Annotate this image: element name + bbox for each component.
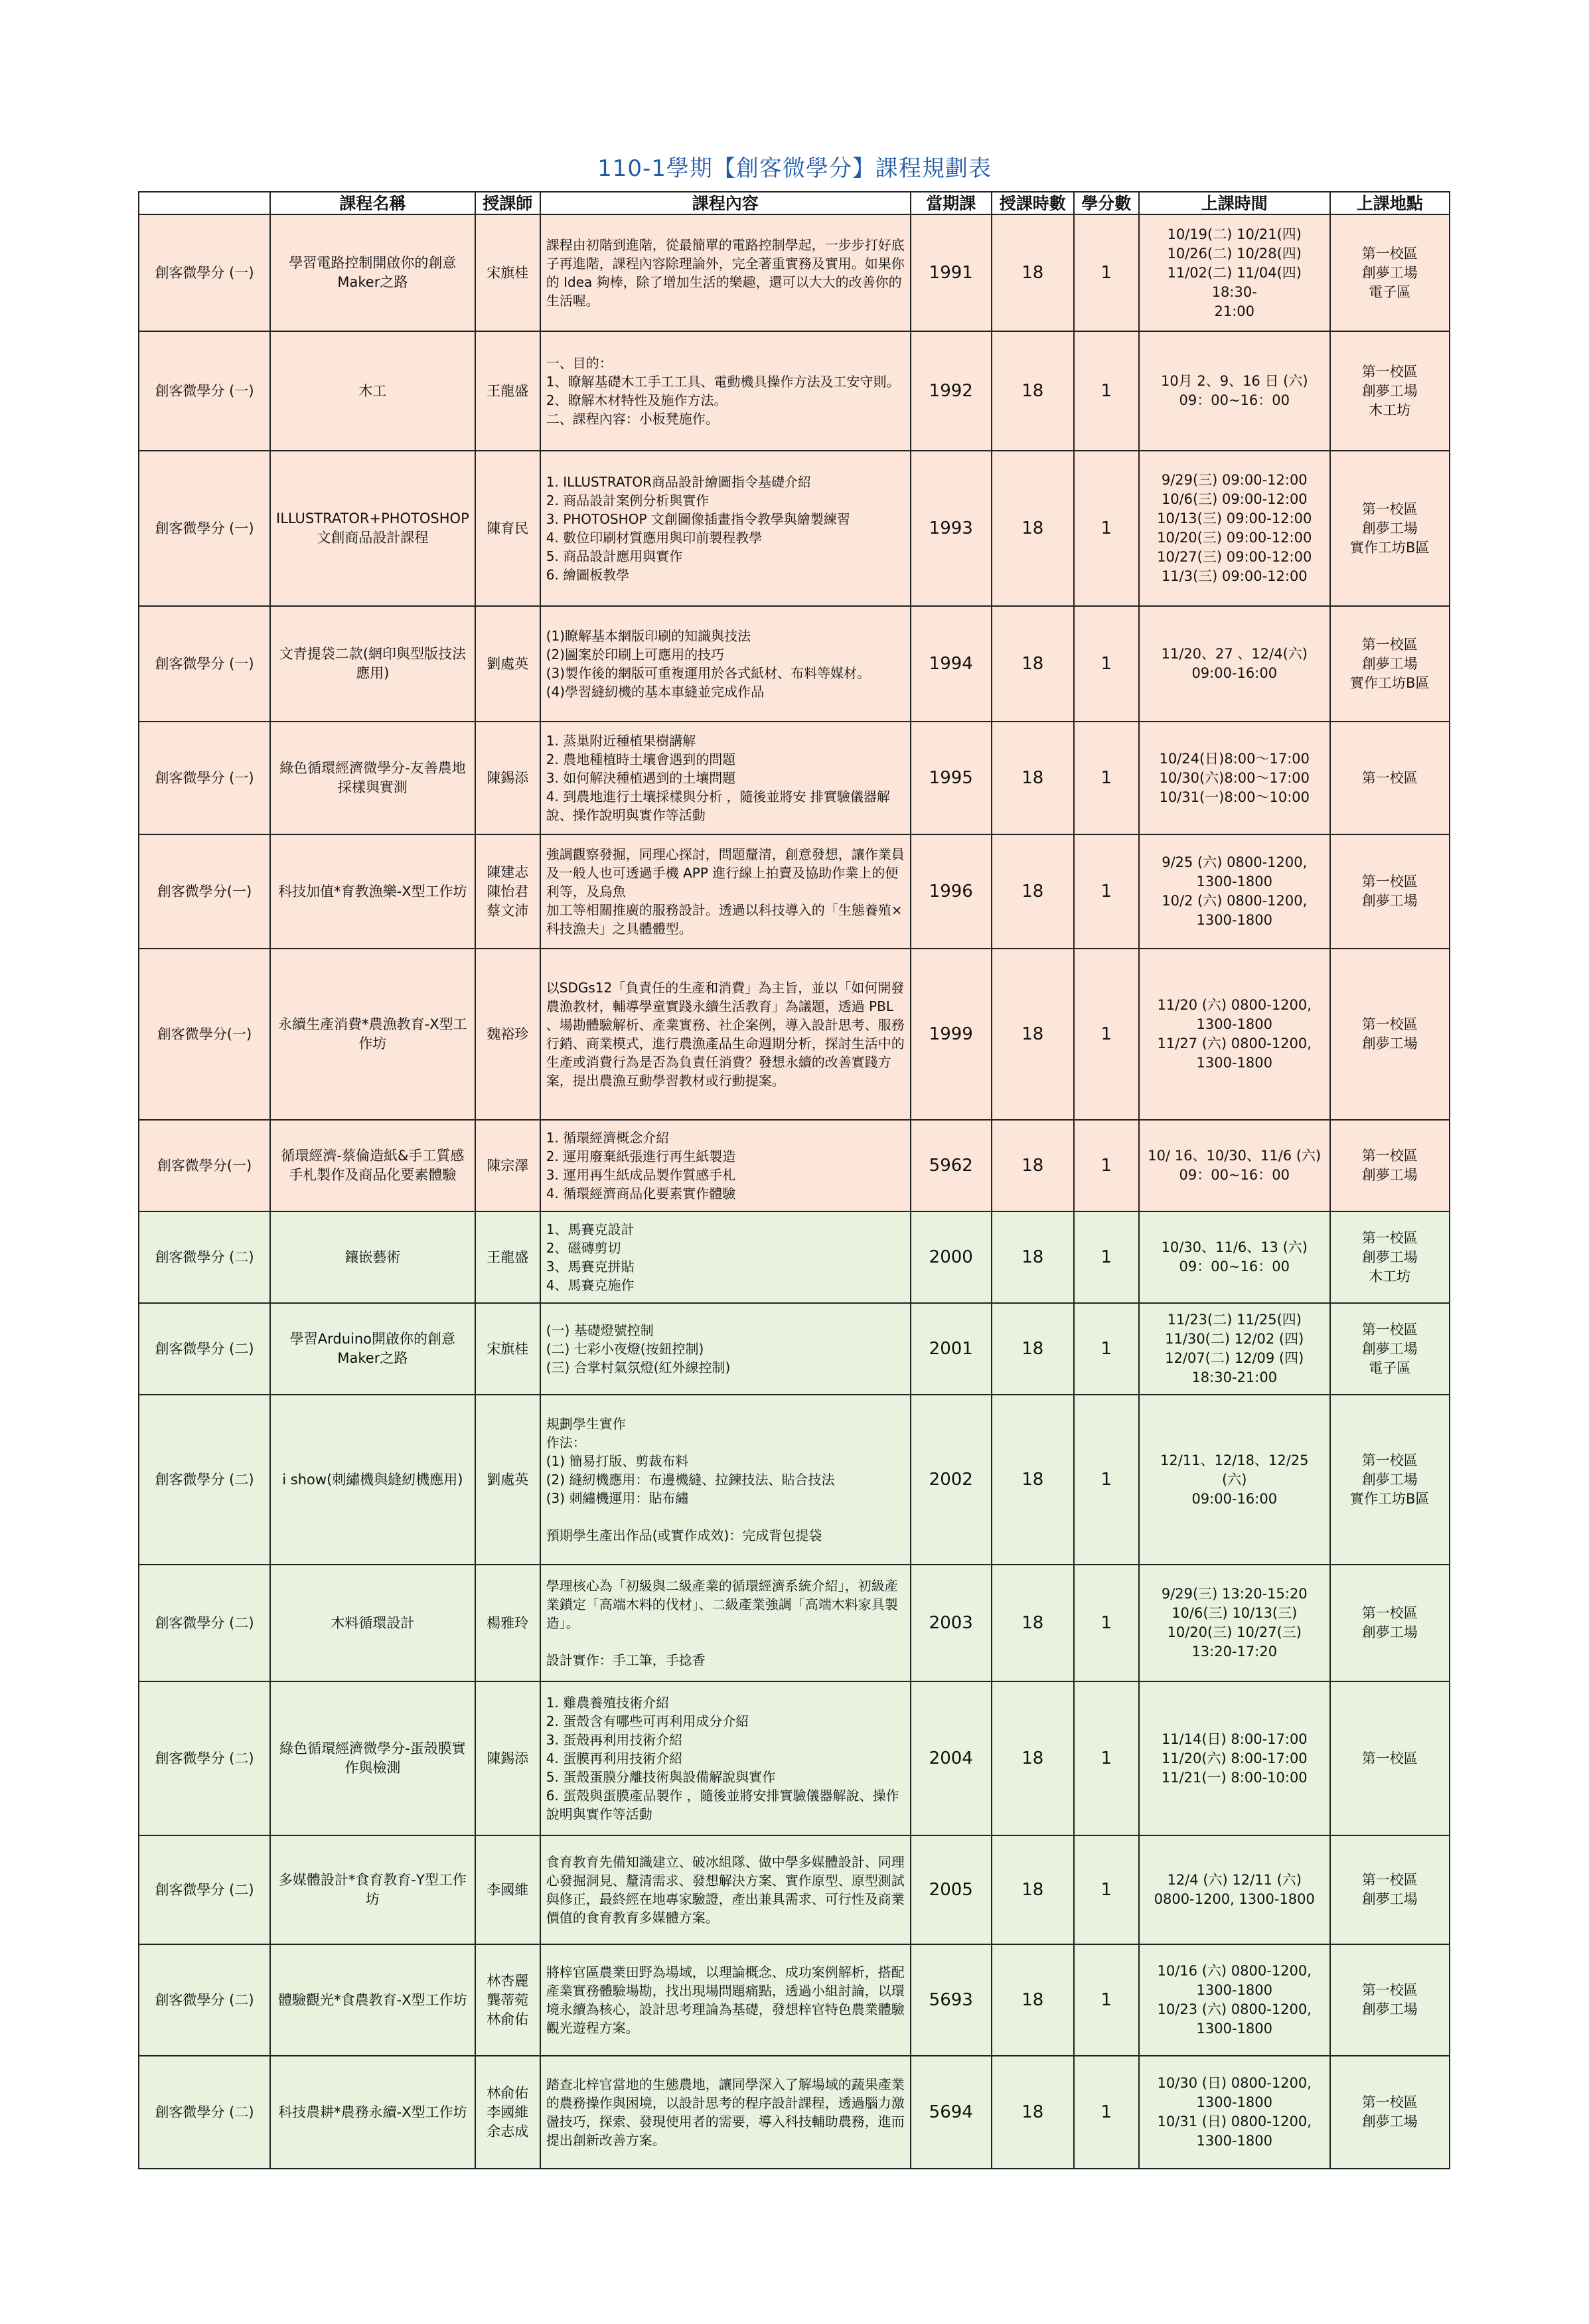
class-place: 第一校區 創夢工場 實作工坊B區 — [1330, 451, 1450, 606]
table-row — [139, 1835, 1450, 1944]
course-credits: 1 — [1074, 1565, 1139, 1681]
course-code: 5693 — [911, 1944, 992, 2056]
course-hours: 18 — [992, 949, 1074, 1120]
course-hours: 18 — [992, 214, 1074, 331]
row-category: 創客微學分 (二) — [139, 1835, 270, 1944]
course-credits: 1 — [1074, 834, 1139, 949]
course-name: 鑲嵌藝術 — [270, 1211, 475, 1303]
course-name: 學習Arduino開啟你的創意Maker之路 — [270, 1303, 475, 1395]
teacher-name: 魏裕珍 — [475, 949, 540, 1120]
table-row — [139, 834, 1450, 949]
course-credits: 1 — [1074, 1211, 1139, 1303]
teacher-name: 陳錫添 — [475, 1681, 540, 1835]
course-hours: 18 — [992, 331, 1074, 451]
table-row — [139, 949, 1450, 1120]
course-credits: 1 — [1074, 1120, 1139, 1211]
course-credits: 1 — [1074, 1303, 1139, 1395]
class-time: 10/16 (六) 0800-1200, 1300-1800 10/23 (六) 0800-1200, 1300-1800 — [1139, 1944, 1330, 2056]
row-category: 創客微學分(一) — [139, 834, 270, 949]
course-name: 文青提袋二款(網印與型版技法應用) — [270, 606, 475, 722]
course-content: 強調觀察發掘，同理心探討，問題釐清，創意發想，讓作業員及一般人也可透過手機 APP 進行線上拍賣及協助作業上的便利等，及烏魚 加工等相關推廣的服務設計。透過以科技導入的「生態養殖×科技漁夫」之具體體型。 — [540, 834, 911, 949]
teacher-name: 宋旗桂 — [475, 1303, 540, 1395]
course-code: 1996 — [911, 834, 992, 949]
class-time: 9/29(三) 13:20-15:20 10/6(三) 10/13(三) 10/20(三) 10/27(三) 13:20-17:20 — [1139, 1565, 1330, 1681]
course-content: 規劃學生實作 作法： (1) 簡易打版、剪裁布料 (2) 縫紉機應用：布邊機縫、拉鍊技法、貼合技法 (3) 刺繡機運用：貼布繡 預期學生產出作品(或實作成效)：完成背包提袋 — [540, 1395, 911, 1565]
table-row — [139, 606, 1450, 722]
header-teacher: 授課師 — [475, 192, 540, 214]
class-time: 10/30、11/6、13 (六) 09：00~16：00 — [1139, 1211, 1330, 1303]
class-time: 9/25 (六) 0800-1200, 1300-1800 10/2 (六) 0800-1200, 1300-1800 — [1139, 834, 1330, 949]
table-row — [139, 1303, 1450, 1395]
class-time: 10/ 16、10/30、11/6 (六) 09：00~16：00 — [1139, 1120, 1330, 1211]
course-hours: 18 — [992, 722, 1074, 834]
course-code: 1995 — [911, 722, 992, 834]
course-credits: 1 — [1074, 2056, 1139, 2169]
teacher-name: 李國維 — [475, 1835, 540, 1944]
table-row — [139, 1681, 1450, 1835]
course-name: 木料循環設計 — [270, 1565, 475, 1681]
course-content: (一) 基礎燈號控制 (二) 七彩小夜燈(按鈕控制) (三) 合掌村氣氛燈(紅外線控制) — [540, 1303, 911, 1395]
page-title: 110-1學期【創客微學分】課程規劃表 — [597, 155, 992, 182]
course-content: 將梓官區農業田野為場域，以理論概念、成功案例解析，搭配產業實務體驗場勘，找出現場問題痛點，透過小組討論，以環境永續為核心，設計思考理論為基礎，發想梓官特色農業體驗觀光遊程方案。 — [540, 1944, 911, 2056]
table-row — [139, 331, 1450, 451]
header-course-name: 課程名稱 — [270, 192, 475, 214]
course-content: 以SDGs12「負責任的生產和消費」為主旨，並以「如何開發農漁教材，輔導學童實踐永續生活教育」為議題，透過 PBL 、場勘體驗解析、產業實務、社企案例，導入設計思考、服務行銷、商業模式，進行農漁產品生命週期分析，探討生活中的生產或消費行為是否為負責任消費？發想永續的改善實踐方案，提出農漁互動學習教材或行動提案。 — [540, 949, 911, 1120]
course-hours: 18 — [992, 1395, 1074, 1565]
teacher-name: 宋旗桂 — [475, 214, 540, 331]
course-name: 永續生產消費*農漁教育-X型工作坊 — [270, 949, 475, 1120]
course-code: 1994 — [911, 606, 992, 722]
course-credits: 1 — [1074, 606, 1139, 722]
teacher-name: 林杏麗 龔蒂菀 林俞佑 — [475, 1944, 540, 2056]
course-content: (1)瞭解基本網版印刷的知識與技法 (2)圖案於印刷上可應用的技巧 (3)製作後的網版可重複運用於各式紙材、布料等媒材。 (4)學習縫紉機的基本車縫並完成作品 — [540, 606, 911, 722]
course-content: 1、馬賽克設計 2、磁磚剪切 3、馬賽克拼貼 4、馬賽克施作 — [540, 1211, 911, 1303]
course-content: 1. 循環經濟概念介紹 2. 運用廢棄紙張進行再生紙製造 3. 運用再生紙成品製作質感手札 4. 循環經濟商品化要素實作體驗 — [540, 1120, 911, 1211]
row-category: 創客微學分 (一) — [139, 451, 270, 606]
course-code: 2001 — [911, 1303, 992, 1395]
course-credits: 1 — [1074, 331, 1139, 451]
table-row — [139, 2056, 1450, 2169]
class-place: 第一校區 — [1330, 722, 1450, 834]
teacher-name: 陳建志 陳怡君 蔡文沛 — [475, 834, 540, 949]
course-name: i show(刺繡機與縫紉機應用) — [270, 1395, 475, 1565]
class-time: 11/14(日) 8:00-17:00 11/20(六) 8:00-17:00 11/21(一) 8:00-10:00 — [1139, 1681, 1330, 1835]
course-credits: 1 — [1074, 214, 1139, 331]
course-hours: 18 — [992, 1835, 1074, 1944]
class-place: 第一校區 創夢工場 — [1330, 1944, 1450, 2056]
course-name: 循環經濟-蔡倫造紙&手工質感手札製作及商品化要素體驗 — [270, 1120, 475, 1211]
class-place: 第一校區 創夢工場 — [1330, 1565, 1450, 1681]
course-name: 綠色循環經濟微學分-友善農地採樣與實測 — [270, 722, 475, 834]
course-name: 多媒體設計*食育教育-Y型工作坊 — [270, 1835, 475, 1944]
row-category: 創客微學分 (二) — [139, 1681, 270, 1835]
table-row — [139, 1211, 1450, 1303]
class-time: 11/23(二) 11/25(四) 11/30(二) 12/02 (四) 12/07(二) 12/09 (四) 18:30-21:00 — [1139, 1303, 1330, 1395]
table-row — [139, 1565, 1450, 1681]
row-category: 創客微學分 (二) — [139, 1395, 270, 1565]
course-content: 課程由初階到進階，從最簡單的電路控制學起，一步步打好底子再進階，課程內容除理論外，完全著重實務及實用。如果你的 Idea 夠棒，除了增加生活的樂趣，還可以大大的改善你的生活喔。 — [540, 214, 911, 331]
course-code: 5962 — [911, 1120, 992, 1211]
table-row — [139, 214, 1450, 331]
class-time: 12/4 (六) 12/11 (六) 0800-1200, 1300-1800 — [1139, 1835, 1330, 1944]
row-category: 創客微學分 (二) — [139, 1565, 270, 1681]
class-time: 11/20、27 、12/4(六) 09:00-16:00 — [1139, 606, 1330, 722]
header-credits: 學分數 — [1074, 192, 1139, 214]
course-name: 木工 — [270, 331, 475, 451]
course-content: 食育教育先備知識建立、破冰組隊、做中學多媒體設計、同理心發掘洞見、釐清需求、發想解決方案、實作原型、原型測試與修正，最終經在地專家驗證，產出兼具需求、可行性及商業價值的食育教育多媒體方案。 — [540, 1835, 911, 1944]
course-credits: 1 — [1074, 1835, 1139, 1944]
header-row — [139, 192, 1450, 214]
class-place: 第一校區 創夢工場 — [1330, 949, 1450, 1120]
course-code: 1992 — [911, 331, 992, 451]
class-place: 第一校區 創夢工場 — [1330, 1835, 1450, 1944]
course-code: 2003 — [911, 1565, 992, 1681]
course-content: 1. ILLUSTRATOR商品設計繪圖指令基礎介紹 2. 商品設計案例分析與實作 3. PHOTOSHOP 文創圖像插畫指令教學與繪製練習 4. 數位印刷材質應用與印前製程教學 5. 商品設計應用與實作 6. 繪圖板教學 — [540, 451, 911, 606]
course-credits: 1 — [1074, 722, 1139, 834]
course-hours: 18 — [992, 1565, 1074, 1681]
class-place: 第一校區 創夢工場 — [1330, 1120, 1450, 1211]
class-place: 第一校區 創夢工場 木工坊 — [1330, 1211, 1450, 1303]
course-name: 學習電路控制開啟你的創意Maker之路 — [270, 214, 475, 331]
teacher-name: 楊雅玲 — [475, 1565, 540, 1681]
table-row — [139, 1395, 1450, 1565]
course-content: 學理核心為「初級與二級產業的循環經濟系統介紹」，初級產業鎖定「高端木料的伐材」、二級產業強調「高端木料家具製造」。 設計實作：手工筆，手捻香 — [540, 1565, 911, 1681]
header-time: 上課時間 — [1139, 192, 1330, 214]
course-credits: 1 — [1074, 1395, 1139, 1565]
teacher-name: 王龍盛 — [475, 1211, 540, 1303]
teacher-name: 王龍盛 — [475, 331, 540, 451]
table-row — [139, 1120, 1450, 1211]
course-credits: 1 — [1074, 949, 1139, 1120]
course-code: 2005 — [911, 1835, 992, 1944]
table-row — [139, 451, 1450, 606]
row-category: 創客微學分 (一) — [139, 722, 270, 834]
row-category: 創客微學分 (二) — [139, 1303, 270, 1395]
class-time: 10/30 (日) 0800-1200, 1300-1800 10/31 (日) 0800-1200, 1300-1800 — [1139, 2056, 1330, 2169]
header-content: 課程內容 — [540, 192, 911, 214]
class-place: 第一校區 創夢工場 電子區 — [1330, 214, 1450, 331]
course-code: 1993 — [911, 451, 992, 606]
teacher-name: 陳育民 — [475, 451, 540, 606]
course-credits: 1 — [1074, 1681, 1139, 1835]
teacher-name: 劉處英 — [475, 1395, 540, 1565]
teacher-name: 陳錫添 — [475, 722, 540, 834]
course-content: 踏查北梓官當地的生態農地，讓同學深入了解場域的蔬果產業的農務操作與困境，以設計思考的程序設計課程，透過腦力激盪技巧，探索、發現使用者的需要，導入科技輔助農務，進而提出創新改善方案。 — [540, 2056, 911, 2169]
class-place: 第一校區 創夢工場 木工坊 — [1330, 331, 1450, 451]
course-hours: 18 — [992, 1211, 1074, 1303]
row-category: 創客微學分(一) — [139, 1120, 270, 1211]
class-place: 第一校區 創夢工場 實作工坊B區 — [1330, 606, 1450, 722]
course-hours: 18 — [992, 1944, 1074, 2056]
course-hours: 18 — [992, 1120, 1074, 1211]
course-hours: 18 — [992, 1303, 1074, 1395]
course-credits: 1 — [1074, 451, 1139, 606]
class-time: 9/29(三) 09:00-12:00 10/6(三) 09:00-12:00 10/13(三) 09:00-12:00 10/20(三) 09:00-12:00 10/27(三) 09:00-12:00 11/3(三) 09:00-12:00 — [1139, 451, 1330, 606]
class-place: 第一校區 — [1330, 1681, 1450, 1835]
course-name: 科技農耕*農務永續-X型工作坊 — [270, 2056, 475, 2169]
header-category — [139, 192, 270, 214]
course-content: 1. 雞農養殖技術介紹 2. 蛋殼含有哪些可再利用成分介紹 3. 蛋殼再利用技術介紹 4. 蛋膜再利用技術介紹 5. 蛋殼蛋膜分離技術與設備解說與實作 6. 蛋殼與蛋膜產品製作 ，隨後並將安排實驗儀器解說、操作說明與實作等活動 — [540, 1681, 911, 1835]
course-hours: 18 — [992, 451, 1074, 606]
row-category: 創客微學分 (一) — [139, 606, 270, 722]
course-code: 2002 — [911, 1395, 992, 1565]
course-hours: 18 — [992, 606, 1074, 722]
class-place: 第一校區 創夢工場 電子區 — [1330, 1303, 1450, 1395]
row-category: 創客微學分 (二) — [139, 1944, 270, 2056]
row-category: 創客微學分 (一) — [139, 214, 270, 331]
class-time: 10/19(二) 10/21(四) 10/26(二) 10/28(四) 11/02(二) 11/04(四) 18:30- 21:00 — [1139, 214, 1330, 331]
course-code: 2000 — [911, 1211, 992, 1303]
class-time: 11/20 (六) 0800-1200, 1300-1800 11/27 (六) 0800-1200, 1300-1800 — [1139, 949, 1330, 1120]
course-name: 科技加值*育教漁樂-X型工作坊 — [270, 834, 475, 949]
row-category: 創客微學分 (二) — [139, 1211, 270, 1303]
course-hours: 18 — [992, 834, 1074, 949]
header-hours: 授課時數 — [992, 192, 1074, 214]
course-name: 綠色循環經濟微學分-蛋殼膜實作與檢測 — [270, 1681, 475, 1835]
course-code: 1999 — [911, 949, 992, 1120]
class-time: 10月 2、9、16 日 (六) 09：00~16：00 — [1139, 331, 1330, 451]
teacher-name: 林俞佑 李國維 余志成 — [475, 2056, 540, 2169]
teacher-name: 陳宗澤 — [475, 1120, 540, 1211]
class-time: 12/11、12/18、12/25 (六) 09:00-16:00 — [1139, 1395, 1330, 1565]
course-code: 1991 — [911, 214, 992, 331]
table-row — [139, 722, 1450, 834]
course-hours: 18 — [992, 1681, 1074, 1835]
header-code: 當期課 — [911, 192, 992, 214]
course-content: 1. 蒸巢附近種植果樹講解 2. 農地種植時土壤會遇到的問題 3. 如何解決種植遇到的土壤問題 4. 到農地進行土壤採樣與分析 ，隨後並將安 排實驗儀器解說、操作說明與實作等活動 — [540, 722, 911, 834]
course-hours: 18 — [992, 2056, 1074, 2169]
class-place: 第一校區 創夢工場 實作工坊B區 — [1330, 1395, 1450, 1565]
course-name: ILLUSTRATOR+PHOTOSHOP文創商品設計課程 — [270, 451, 475, 606]
row-category: 創客微學分 (一) — [139, 331, 270, 451]
class-place: 第一校區 創夢工場 — [1330, 2056, 1450, 2169]
course-credits: 1 — [1074, 1944, 1139, 2056]
teacher-name: 劉處英 — [475, 606, 540, 722]
course-name: 體驗觀光*食農教育-X型工作坊 — [270, 1944, 475, 2056]
course-code: 5694 — [911, 2056, 992, 2169]
header-place: 上課地點 — [1330, 192, 1450, 214]
course-content: 一、目的： 1、瞭解基礎木工手工工具、電動機具操作方法及工安守則。 2、瞭解木材特性及施作方法。 二、課程內容：小板凳施作。 — [540, 331, 911, 451]
course-schedule-table — [138, 191, 1450, 2169]
class-place: 第一校區 創夢工場 — [1330, 834, 1450, 949]
row-category: 創客微學分 (二) — [139, 2056, 270, 2169]
table-row — [139, 1944, 1450, 2056]
row-category: 創客微學分(一) — [139, 949, 270, 1120]
course-code: 2004 — [911, 1681, 992, 1835]
class-time: 10/24(日)8:00～17:00 10/30(六)8:00～17:00 10/31(一)8:00～10:00 — [1139, 722, 1330, 834]
